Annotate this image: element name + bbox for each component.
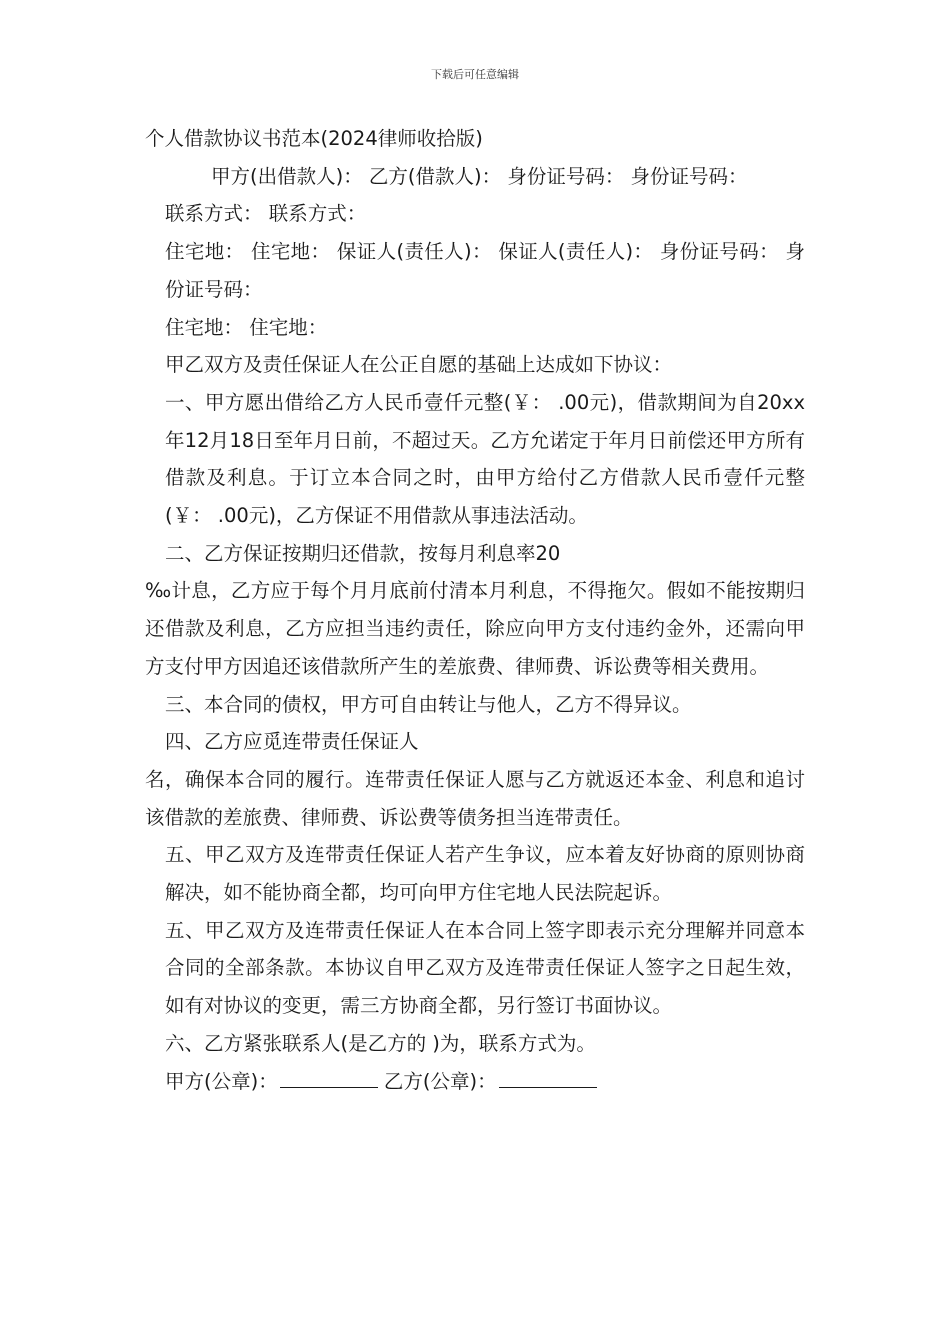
- signature-line: [145, 1063, 805, 1101]
- clause-1: 一、甲方愿出借给乙方人民币壹仟元整(￥： .00元)，借款期间为自20xx年12月18日至年月日前，不超过天。乙方允诺定于年月日前偿还甲方所有借款及利息。于订立本合同之时，由甲方给付乙方借款人民币壹仟元整(￥： .00元)，乙方保证不用借款从事违法活动。: [165, 390, 805, 528]
- document-title: 个人借款协议书范本(2024律师收拾版): [145, 127, 483, 150]
- clause-5b: 五、甲乙双方及连带责任保证人在本合同上签字即表示充分理解并同意本合同的全部条款。本协议自甲乙双方及连带责任保证人签字之日起生效，如有对协议的变更，需三方协商全都，另行签订书面协议。: [165, 918, 805, 1018]
- clause-6: 六、乙方紧张联系人(是乙方的 )为，联系方式为。: [165, 1031, 596, 1055]
- clause-2-head: 二、乙方保证按期归还借款，按每月利息率20: [165, 541, 561, 565]
- document-body: [145, 120, 805, 1100]
- party-a-seal-blank[interactable]: [280, 1067, 378, 1088]
- intro-paragraph: 甲乙双方及责任保证人在公正自愿的基础上达成如下协议：: [165, 353, 673, 377]
- party-line: 甲方(出借款人)： 乙方(借款人)： 身份证号码： 身份证号码：: [211, 164, 748, 188]
- contact-line: 联系方式： 联系方式：: [165, 202, 367, 226]
- clause-5a: 五、甲乙双方及连带责任保证人若产生争议，应本着友好协商的原则协商解决，如不能协商全都，均可向甲方住宅地人民法院起诉。: [165, 843, 805, 905]
- party-b-seal-label: 乙方(公章)：: [383, 1069, 497, 1093]
- header-note: 下载后可任意编辑: [431, 68, 519, 81]
- clause-3: 三、本合同的债权，甲方可自由转让与他人，乙方不得异议。: [165, 692, 692, 716]
- residence-guarantor-line: 住宅地： 住宅地： 保证人(责任人)： 保证人(责任人)： 身份证号码： 身份证号码：: [165, 240, 805, 301]
- residence-line: 住宅地： 住宅地：: [165, 315, 328, 339]
- clause-2-body: ‰计息，乙方应于每个月月底前付清本月利息，不得拖欠。假如不能按期归还借款及利息，乙方应担当违约责任，除应向甲方支付违约金外，还需向甲方支付甲方因追还该借款所产生的差旅费、律师费、诉讼费等相关费用。: [145, 579, 805, 678]
- clause-4-head: 四、乙方应觅连带责任保证人: [165, 730, 419, 754]
- clause-4-body: 名，确保本合同的履行。连带责任保证人愿与乙方就返还本金、利息和追讨该借款的差旅费、律师费、诉讼费等债务担当连带责任。: [145, 767, 805, 829]
- party-a-seal-label: 甲方(公章)：: [165, 1069, 278, 1093]
- party-b-seal-blank[interactable]: [499, 1067, 597, 1088]
